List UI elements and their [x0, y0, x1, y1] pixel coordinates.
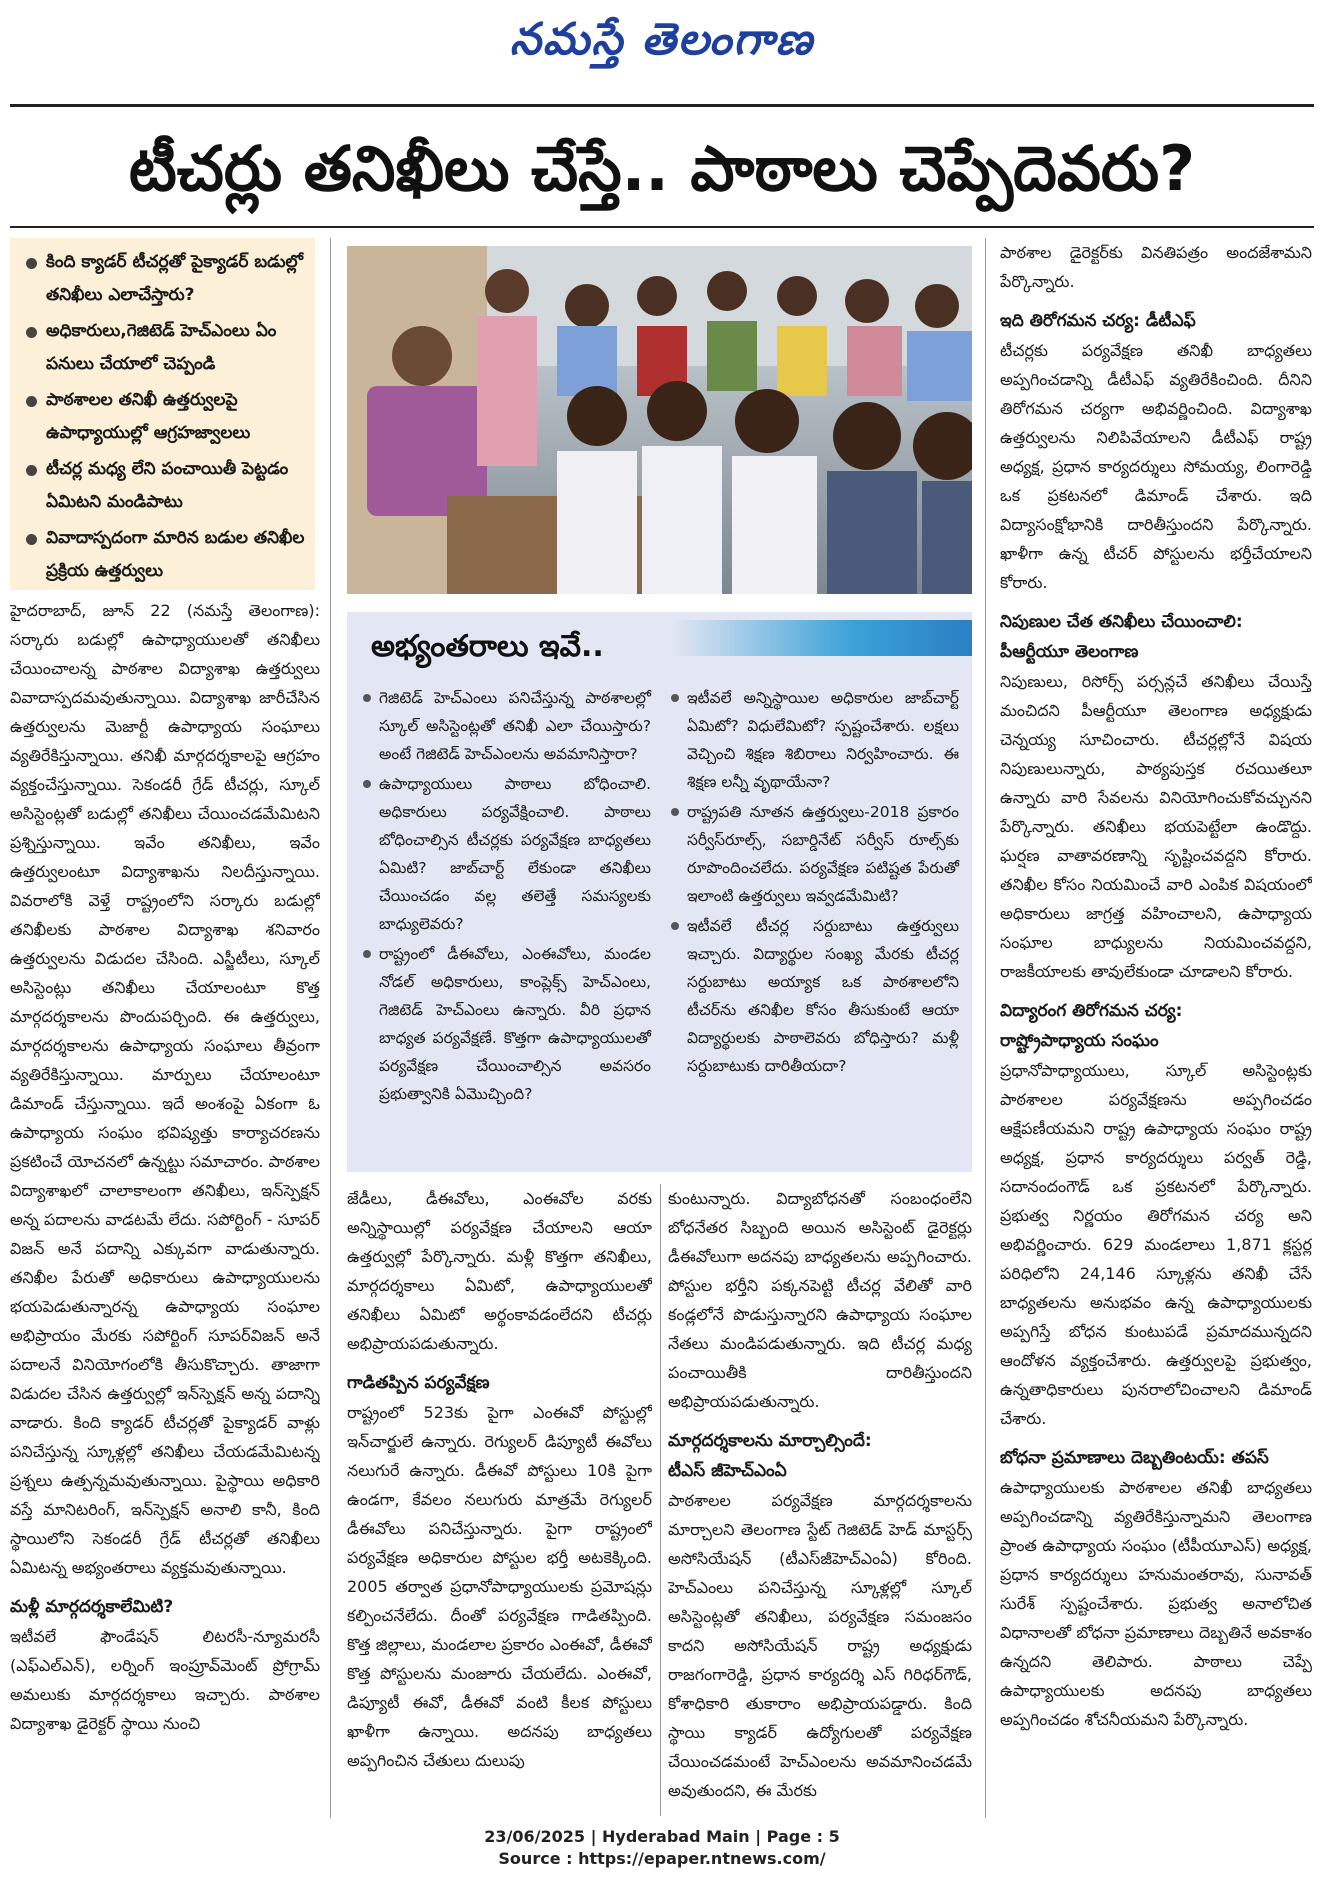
page-footer: [0, 1826, 1324, 1870]
article-column-2: [347, 1184, 652, 1816]
objection-item: ఇటీవలే టీచర్ల సర్దుబాటు ఉత్తర్వులు ఇచ్చారు. విద్యార్థుల సంఖ్య మేరకు టీచర్ల సర్దుబాటు అయ్యాక ఒక పాఠశాలలోని టీచర్‌ను తనిఖీల కోసం తీసుకుంటే ఆయా విద్యార్థులకు పాఠాలెవరు బోధిస్తారు? మళ్లీ సర్దుబాటుకు దారితీయదా?: [669, 912, 959, 1080]
objection-item: ఇటీవలే అన్నిస్థాయిల అధికారుల జాబ్‌చార్ట్ ఏమిటో? విధులేమిటో? స్పష్టంచేశారు. లక్షలు వెచ్చించి శిక్షణ శిబిరాలు నిర్వహించారు. ఈ శిక్షణ లన్నీ వృథాయేనా?: [669, 684, 959, 796]
article-paragraph: ఉపాధ్యాయులకు పాఠశాలల తనిఖీ బాధ్యతలు అప్పగించడాన్ని వ్యతిరేకిస్తున్నామని తెలంగాణ ప్రాంత ఉపాధ్యాయ సంఘం (టీపీయూఎస్) అధ్యక్ష, ప్రధాన కార్యదర్శులు హనుమంతరావు, సునావత్ సురేశ్ స్పష్టంచేశారు. ప్రభుత్వ అనాలోచిత విధానాలతో బోధనా ప్రమాణాలు దెబ్బతినే అవకాశం ఉన్నదని తెలిపారు. పాఠాలు చెప్పే ఉపాధ్యాయులకు అదనపు బాధ్యతలు అప్పగించడం శోచనీయమని పేర్కొన్నారు.: [1000, 1478, 1312, 1729]
section-subhead: మార్గదర్శకాలను మార్చాల్సిందే:: [668, 1431, 872, 1451]
objection-item: ఉపాధ్యాయులు పాఠాలు బోధించాలి. అధికారులు పర్యవేక్షించాలి. పాఠాలు బోధించాల్సిన టీచర్లకు పర్యవేక్షణ బాధ్యతలు ఏమిటి? జాబ్‌చార్ట్ లేకుండా తనిఖీలు చేయించడం వల్ల తలెత్తే సమస్యలకు బాధ్యులెవరు?: [361, 770, 651, 938]
section-subhead: పీఆర్టీయూ తెలంగాణ: [1000, 642, 1139, 662]
headline-bottom-rule: [10, 226, 1314, 228]
highlight-item: టీచర్ల మధ్య లేని పంచాయితీ పెట్టడం ఏమిటని మండిపాటు: [20, 453, 307, 519]
inset-right-column: [669, 684, 959, 1082]
article-paragraph: పాఠశాల డైరెక్టర్‌కు వినతిపత్రం అందజేశామని పేర్కొన్నారు.: [1000, 243, 1312, 291]
highlight-item: వివాదాస్పదంగా మారిన బడుల తనిఖీల ప్రక్రియ ఉత్తర్వులు: [20, 522, 307, 588]
masthead-logo-text: నమస్తే తెలంగాణ: [509, 14, 815, 65]
masthead: [0, 8, 1324, 72]
article-paragraph: కుంటున్నారు. విద్యాబోధనతో సంబంధంలేని బోధనేతర సిబ్బంది అయిన అసిస్టెంట్ డైరెక్టర్లు డీఈవోలుగా అదనపు బాధ్యతలను అప్పగించారు. పోస్టుల భర్తీని పక్కనపెట్టి టీచర్ల వేలితో వారి కండ్లలోనే పొడుస్తున్నారని ఉపాధ్యాయ సంఘాల నేతలు మండిపడుతున్నారు. ఇది టీచర్ల మధ్య పంచాయితీకి దారితీస్తుందని అభిప్రాయపడుతున్నారు.: [668, 1189, 972, 1411]
headline: టీచర్లు తనిఖీలు చేస్తే.. పాఠాలు చెప్పేదెవరు?: [128, 132, 1196, 205]
article-paragraph: జేడీలు, డీఈవోలు, ఎంఈవోల వరకు అన్నిస్థాయిల్లో పర్యవేక్షణ చేయాలని ఆయా ఉత్తర్వుల్లో పేర్కొన్నారు. మళ్లీ కొత్తగా తనిఖీలు, మార్గదర్శకాలు ఏమిటో, ఉపాధ్యాయులతో తనిఖీలు ఏమిటో అర్థంకావడంలేదని టీచర్లు అభిప్రాయపడుతున్నారు.: [347, 1189, 652, 1353]
article-paragraph: టీచర్లకు పర్యవేక్షణ తనిఖీ బాధ్యతలు అప్పగించడాన్ని డీటీఎఫ్ వ్యతిరేకించింది. దీనిని తిరోగమన చర్యగా అభివర్ణించింది. విద్యాశాఖ ఉత్తర్వులను నిలిపివేయాలని డీటీఎఫ్ రాష్ట్ర అధ్యక్ష, ప్రధాన కార్యదర్శులు సోమయ్య, లింగారెడ్డి ఒక ప్రకటనలో డిమాండ్ చేశారు. ఇది విద్యాసంక్షోభానికి దారితీస్తుందని పేర్కొన్నారు. ఖాళీగా ఉన్న టీచర్ పోస్టులను భర్తీచేయాలని కోరారు.: [1000, 341, 1312, 592]
inset-left-column: [361, 684, 651, 1110]
section-subhead: ఇది తిరోగమన చర్య: డీటీఎఫ్: [1000, 311, 1196, 331]
objection-item: గెజిటెడ్ హెచ్ఎంలు పనిచేస్తున్న పాఠశాలల్లో స్కూల్ అసిస్టెంట్లతో తనిఖీ ఎలా చేయిస్తారు? అంటే గెజిటెడ్ హెచ్ఎంలను అవమానిస్తారా?: [361, 684, 651, 768]
section-subhead: నిపుణుల చేత తనిఖీలు చేయించాలి:: [1000, 612, 1243, 632]
section-subhead: మళ్లీ మార్గదర్శకాలేమిటి?: [10, 1597, 174, 1617]
article-column-3: [668, 1184, 972, 1816]
column-divider: [985, 238, 986, 1818]
inset-decorative-bar: [672, 620, 972, 656]
article-column-4: [1000, 238, 1312, 1816]
article-paragraph: హైదరాబాద్, జూన్ 22 (నమస్తే తెలంగాణ): సర్కారు బడుల్లో ఉపాధ్యాయులతో తనిఖీలు చేయించాలన్న పాఠశాల విద్యాశాఖ ఉత్తర్వులు వివాదాస్పదమవుతున్నాయి. విద్యాశాఖ జారీచేసిన ఉత్తర్వులను మెజార్టీ ఉపాధ్యాయ సంఘాలు వ్యతిరేకిస్తున్నాయి. తనిఖీ మార్గదర్శకాలపై ఆగ్రహం వ్యక్తంచేస్తున్నాయి. సెకండరీ గ్రేడ్ టీచర్లు, స్కూల్ అసిస్టెంట్లతో బడుల్లో తనిఖీలు చేయించడమేమిటని ప్రశ్నిస్తున్నాయి. ఇవేం తనిఖీలు, ఇవేం ఉత్తర్వులంటూ విద్యాశాఖను నిలదీస్తున్నాయి. వివరాలోకి వెళ్తే రాష్ట్రంలోని సర్కారు బడుల్లో తనిఖీలకు పాఠశాల విద్యాశాఖ శనివారం ఉత్తర్వులను విడుదల చేసింది. ఎస్జీటీలు, స్కూల్ అసిస్టెంట్లు తనిఖీలు చేయాలంటూ కొత్త మార్గదర్శకాలను పొందుపర్చింది. ఈ ఉత్తర్వులు, మార్గదర్శకాలను ఉపాధ్యాయ సంఘాలు తీవ్రంగా వ్యతిరేకిస్తున్నాయి. మార్పులు చేయాలంటూ డిమాండ్ చేస్తున్నాయి. ఇదే అంశంపై ఏకంగా ఓ ఉపాధ్యాయ సంఘం భవిష్యత్తు కార్యాచరణను ప్రకటించే యోచనలో ఉన్నట్టు సమాచారం. పాఠశాల విద్యాశాఖలో చాలాకాలంగా తనిఖీలు, ఇన్‌స్పెక్షన్ అన్న పదాలను వాడటమే లేదు. సపోర్టింగ్ - సూపర్ విజన్ అనే పదాన్ని ఎక్కువగా వాడుతున్నారు. తనిఖీల పేరుతో అధికారులు ఉపాధ్యాయులను భయపెడుతున్నారన్న ఉపాధ్యాయ సంఘాల అభిప్రాయం మేరకు సపోర్టింగ్ సూపర్‌విజన్ అనే పదాలనే వినియోగంలోకి తీసుకొచ్చారు. తాజాగా విడుదల చేసిన ఉత్తర్వుల్లో ఇన్‌స్పెక్షన్ అన్న పదాన్ని వాడారు. కింది క్యాడర్ టీచర్లతో పైక్యాడర్ వాళ్లు పనిచేస్తున్న స్కూళ్లల్లో తనిఖీలు చేయడమేమిటన్న ప్రశ్నలు ఉత్పన్నమవుతున్నాయి. పైస్థాయి అధికారి వస్తే మానిటరింగ్, ఇన్‌స్పెక్షన్ అనాలి కానీ, కింది స్థాయిలోని సెకండరీ గ్రేడ్ టీచర్లతో తనిఖీలు ఏమిటన్న అభ్యంతరాలు వ్యక్తమవుతున్నాయి.: [10, 601, 320, 1577]
highlights-box: [10, 238, 315, 590]
section-subhead: రాష్ట్రోపాధ్యాయ సంఘం: [1000, 1031, 1159, 1051]
column-divider: [330, 238, 331, 1818]
inset-title: అభ్యంతరాలు ఇవే..: [371, 629, 604, 664]
objections-inset-panel: [347, 612, 972, 1172]
highlight-item: కింది క్యాడర్ టీచర్లతో పైక్యాడర్ బడుల్లో తనిఖీలు ఎలాచేస్తారు?: [20, 246, 307, 312]
article-paragraph: పాఠశాలల పర్యవేక్షణ మార్గదర్శకాలను మార్చాలని తెలంగాణ స్టేట్ గెజిటెడ్ హెడ్ మాస్టర్స్ అసోసియేషన్ (టీఎస్‌జీహెచ్ఎంఏ) కోరింది. హెచ్ఎంలు పనిచేస్తున్న స్కూళ్లల్లో స్కూల్ అసిస్టెంట్లతో తనిఖీలు, పర్యవేక్షణ సమంజసం కాదని అసోసియేషన్ రాష్ట్ర అధ్యక్షుడు రాజగంగారెడ్డి, ప్రధాన కార్యదర్శి ఎస్ గిరిధర్‌గౌడ్, కోశాధికారి తుకారాం అభిప్రాయపడ్డారు. కింది స్థాయి క్యాడర్ ఉద్యోగులతో పర్యవేక్షణ చేయించడమంటే హెచ్ఎంలను అవమానించడమే అవుతుందని, ఈ మేరకు: [668, 1491, 972, 1800]
section-subhead: గాడితప్పిన పర్యవేక్షణ: [347, 1373, 490, 1393]
article-paragraph: ప్రధానోపాధ్యాయులు, స్కూల్ అసిస్టెంట్లకు పాఠశాలల పర్యవేక్షణను అప్పగించడం ఆక్షేపణీయమని రాష్ట్ర ఉపాధ్యాయ సంఘం రాష్ట్ర అధ్యక్ష, ప్రధాన కార్యదర్శులు పర్వత్ రెడ్డి, సదానందంగౌడ్ ఒక ప్రకటనలో పేర్కొన్నారు. ప్రభుత్వ నిర్ణయం తిరోగమన చర్య అని అభివర్ణించారు. 629 మండలాలు 1,871 క్లస్టర్ల పరిధిలోని 24,146 స్కూళ్లను తనిఖీ చేసే బాధ్యతలను అనుభవం ఉన్న ఉపాధ్యాయులకు అప్పగిస్తే బోధన కుంటుపడే ప్రమాదమున్నదని ఆందోళన వ్యక్తంచేశారు. ఉత్తర్వులపై ప్రభుత్వం, ఉన్నతాధికారులు పునరాలోచించాలని డిమాండ్ చేశారు.: [1000, 1061, 1312, 1428]
headline-top-rule: [10, 104, 1314, 107]
article-paragraph: రాష్ట్రంలో 523కు పైగా ఎంఈవో పోస్టుల్లో ఇన్‌చార్జులే ఉన్నారు. రెగ్యులర్ డిప్యూటీ ఈవోలు నలుగురే ఉన్నారు. డీఈవో పోస్టులు 10కి పైగా ఉండగా, కేవలం నలుగురు మాత్రమే రెగ్యులర్ డీఈవోలు పనిచేస్తున్నారు. పైగా రాష్ట్రంలో పర్యవేక్షణ అధికారుల పోస్టుల భర్తీ అటకెక్కింది. 2005 తర్వాత ప్రధానోపాధ్యాయులకు ప్రమోషన్లు కల్పించనేలేదు. దీంతో పర్యవేక్షణ గాడితప్పింది. కొత్త జిల్లాలు, మండలాల ప్రకారం ఎంఈవో, డీఈవో కొత్త పోస్టులను మంజూరు చేయలేదు. ఎంఈవో, డిప్యూటీ ఈవో, డీఈవో వంటి కీలక పోస్టులు ఖాళీగా ఉన్నాయి. అదనపు బాధ్యతలు అప్పగించిన చేతులు దులుపు: [347, 1403, 652, 1770]
objection-item: రాష్ట్రంలో డీఈవోలు, ఎంఈవోలు, మండల నోడల్ అధికారులు, కాంప్లెక్స్ హెచ్ఎంలు, గెజిటెడ్ హెచ్ఎంలు ఉన్నారు. వీరి ప్రధాన బాధ్యత పర్యవేక్షణే. కొత్తగా ఉపాధ్యాయులతో పర్యవేక్షణ చేయించాల్సిన అవసరం ప్రభుత్వానికి ఏమొచ్చింది?: [361, 940, 651, 1108]
section-subhead: విద్యారంగ తిరోగమన చర్య:: [1000, 1001, 1183, 1021]
footer-date-edition: 23/06/2025 | Hyderabad Main | Page : 5: [484, 1827, 840, 1846]
highlight-item: అధికారులు,గెజిటెడ్ హెచ్ఎంలు ఏం పనులు చేయాలో చెప్పండి: [20, 315, 307, 381]
highlight-item: పాఠశాలల తనిఖీ ఉత్తర్వులపై ఉపాధ్యాయుల్లో ఆగ్రహజ్వాలలు: [20, 384, 307, 450]
footer-source-link[interactable]: Source : https://epaper.ntnews.com/: [498, 1849, 826, 1868]
classroom-photo: [347, 246, 972, 594]
article-paragraph: ఇటీవలే ఫౌండేషన్ లిటరసీ-న్యూమరసీ (ఎఫ్ఎల్ఎన్), లర్నింగ్ ఇంప్రూవ్‌మెంట్ ప్రోగ్రామ్ అమలుకు మార్గదర్శకాలు ఇచ్చారు. పాఠశాల విద్యాశాఖ డైరెక్టర్ స్థాయి నుంచి: [10, 1627, 320, 1733]
section-subhead: టీఎస్ జీహెచ్ఎంఏ: [668, 1461, 787, 1481]
column-divider: [660, 1184, 661, 1816]
article-column-1: [10, 596, 320, 1816]
section-subhead: బోధనా ప్రమాణాలు దెబ్బతింటయ్: తపస్: [1000, 1448, 1269, 1468]
objection-item: రాష్ట్రపతి నూతన ఉత్తర్వులు-2018 ప్రకారం సర్వీస్‌రూల్స్, సబార్డినేట్ సర్వీస్ రూల్స్‌కు రూపొందించలేదు. పర్యవేక్షణ పటిష్టత పేరుతో ఇలాంటి ఉత్తర్వులు ఇవ్వడమేమిటి?: [669, 798, 959, 910]
article-paragraph: నిపుణులు, రిసోర్స్ పర్సన్లచే తనిఖీలు చేయిస్తే మంచిదని పీఆర్టీయూ తెలంగాణ అధ్యక్షుడు చెన్నయ్య సూచించారు. టీచర్లల్లోనే విషయ నిపుణులున్నారు, పాఠ్యపుస్తక రచయితలూ ఉన్నారు వారి సేవలను వినియోగించుకోవచ్చునని పేర్కొన్నారు. తనిఖీలు భయపెట్టేలా ఉండొద్దు. ఘర్షణ వాతావరణాన్ని సృష్టించవద్దని కోరారు. తనిఖీల కోసం నియమించే వారి ఎంపిక విషయంలో అధికారులు జాగ్రత్త వహించాలని, ఉపాధ్యాయ సంఘాల బాధ్యులను నియమించవద్దని, రాజకీయాలకు తావులేకుండా చూడాలని కోరారు.: [1000, 672, 1312, 981]
